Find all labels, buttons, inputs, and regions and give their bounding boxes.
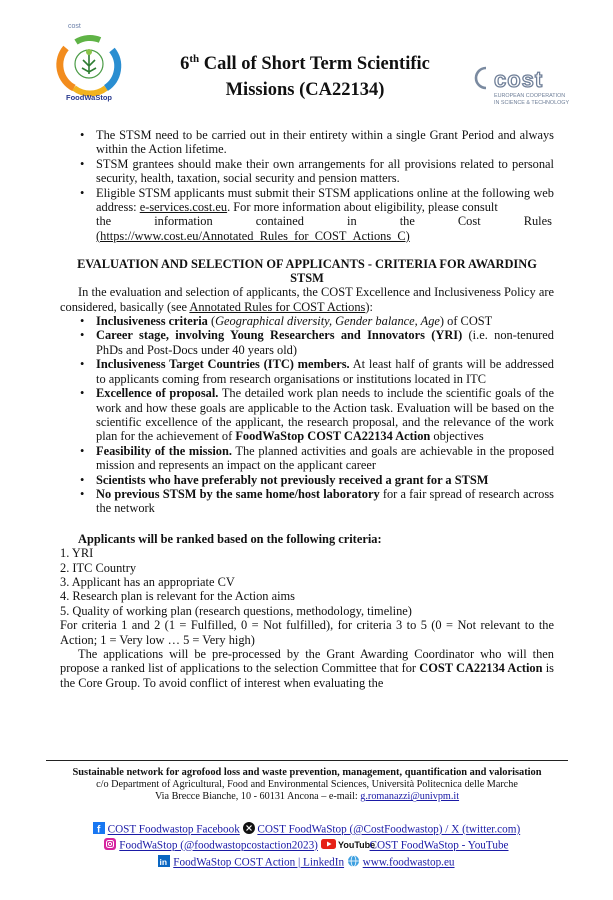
page-title: 6th Call of Short Term Scientific Missions (CA22134)	[180, 53, 430, 101]
eservices-link[interactable]: e-services.cost.eu	[139, 200, 228, 215]
annotated-rules-link[interactable]: Annotated Rules for COST Actions	[189, 299, 366, 314]
x-twitter-icon	[243, 822, 255, 838]
cost-logo-sub1: EUROPEAN COOPERATION	[494, 93, 566, 99]
twitter-link[interactable]: COST FoodWaStop (@CostFoodwastop) / X (twitter.com)	[257, 823, 521, 836]
youtube-link[interactable]: COST FoodWaStop - YouTube	[369, 839, 509, 852]
footer-divider	[46, 760, 568, 761]
email-link[interactable]: g.romanazzi@univpm.it	[360, 791, 460, 803]
youtube-icon	[321, 838, 375, 854]
svg-text:in: in	[159, 857, 168, 867]
footer-network-name: Sustainable network for agrofood loss and waste prevention, management, quantification and valorisation	[72, 767, 542, 778]
ranking-heading: Applicants will be ranked based on the following criteria:	[78, 531, 382, 546]
ranking-scale: For criteria 1 and 2 (1 = Fulfilled, 0 = Not fulfilled), for criteria 3 to 5 (0 = Not relevant to the Action; 1 = Very low … 5 = Very high)	[60, 618, 554, 647]
cost-logo-word: cost	[494, 67, 544, 92]
cost-logo	[472, 64, 582, 108]
eligible-spread-line: the information contained in the Cost Rules	[96, 214, 552, 229]
list-item: • The STSM need to be carried out in their entirety within a single Grant Period and always within the Action lifetime.	[78, 128, 554, 157]
social-row-1	[0, 822, 613, 838]
facebook-icon	[93, 822, 105, 838]
cost-rules-link[interactable]: (https://www.cost.eu/Annotated_Rules_for_COST_Actions_C)	[96, 228, 410, 243]
youtube-logo-text: YouTube	[337, 840, 375, 850]
cost-logo-sub2: IN SCIENCE & TECHNOLOGY	[494, 100, 570, 106]
section-heading: EVALUATION AND SELECTION OF APPLICANTS - CRITERIA FOR AWARDING STSM	[77, 257, 537, 286]
instagram-link[interactable]: FoodWaStop (@foodwastopcostaction2023)	[119, 839, 318, 852]
ranking-item: 3. Applicant has an appropriate CV	[60, 574, 235, 589]
page-footer	[40, 767, 574, 804]
list-item: • Career stage, involving Young Researchers and Innovators (YRI) (i.e. non-tenured PhDs and Post-Docs under 40 years old)	[78, 328, 554, 357]
intro-bullet-list	[78, 128, 554, 243]
instagram-icon	[104, 838, 116, 854]
cost-small-logo-text: cost	[68, 23, 81, 30]
ranking-item: 4. Research plan is relevant for the Action aims	[60, 589, 296, 604]
foodwastop-logo-text: FoodWaStop	[66, 93, 112, 102]
svg-text:f: f	[96, 824, 101, 836]
ranking-item: 1. YRI	[60, 546, 94, 561]
list-item: • Excellence of proposal. The detailed work plan needs to include the scientific goals of the work and how these goals are applicable to the Action task. Evaluation will be based on the scientific excellence of the applicant, the research proposal, and the relevance of the work plan for the achievement of FoodWaStop COST CA22134 Action objectives	[78, 386, 554, 444]
facebook-link[interactable]: COST Foodwastop Facebook	[107, 823, 240, 836]
linkedin-link[interactable]: FoodWaStop COST Action | LinkedIn	[173, 856, 345, 869]
list-item: • STSM grantees should make their own arrangements for all provisions related to personal security, health, taxation, social security and pension matters.	[78, 157, 554, 186]
foodwastop-logo	[56, 18, 124, 106]
social-row-2	[0, 838, 613, 854]
list-item: • Feasibility of the mission. The planned activities and goals are achievable in the proposed mission and represents an impact on the applicant career	[78, 444, 554, 473]
social-row-3	[0, 855, 613, 871]
linkedin-icon	[158, 855, 170, 871]
list-item-eligible: • Eligible STSM applicants must submit their STSM applications online at the following web address: e-services.cost.eu. For more information about eligibility, please consult the information contained in the Cost Rules (https://www.cost.eu/Annotated_Rules_for_COST_Actions_C)	[78, 186, 554, 244]
list-item: • Inclusiveness criteria (Geographical diversity, Gender balance, Age) of COST	[78, 314, 554, 328]
ranking-list	[60, 546, 554, 690]
criteria-bullet-list	[78, 314, 554, 516]
footer-address: Via Brecce Bianche, 10 - 60131 Ancona – e-mail: g.romanazzi@univpm.it	[154, 791, 460, 803]
website-link[interactable]: www.foodwastop.eu	[362, 856, 455, 869]
list-item: • Scientists who have preferably not previously received a grant for a STSM	[78, 473, 554, 487]
ranking-item: 2. ITC Country	[60, 560, 137, 575]
ranking-final-paragraph: The applications will be pre-processed by the Grant Awarding Coordinator who will then propose a ranked list of applications to the selection Committee that for COST CA22134 Action is the Core Group. To avoid conflict of interest when evaluating the	[60, 647, 554, 690]
list-item: • No previous STSM by the same home/host laboratory for a fair spread of research across the network	[78, 487, 554, 516]
list-item: • Inclusiveness Target Countries (ITC) members. At least half of grants will be addressed to applicants coming from research organisations or institutions located in ITC	[78, 357, 554, 386]
globe-icon	[347, 855, 360, 871]
footer-department: c/o Department of Agricultural, Food and Environmental Sciences, Università Politecnica delle Marche	[96, 779, 518, 791]
ranking-item: 5. Quality of working plan (research questions, methodology, timeline)	[60, 603, 412, 618]
main-content	[60, 128, 555, 690]
section-intro: In the evaluation and selection of applicants, the COST Excellence and Inclusiveness Policy are considered, basically (see Annotated Rules for COST Actions):	[60, 285, 554, 314]
page-header	[0, 18, 613, 113]
cost-logo-mark-icon	[476, 68, 486, 88]
